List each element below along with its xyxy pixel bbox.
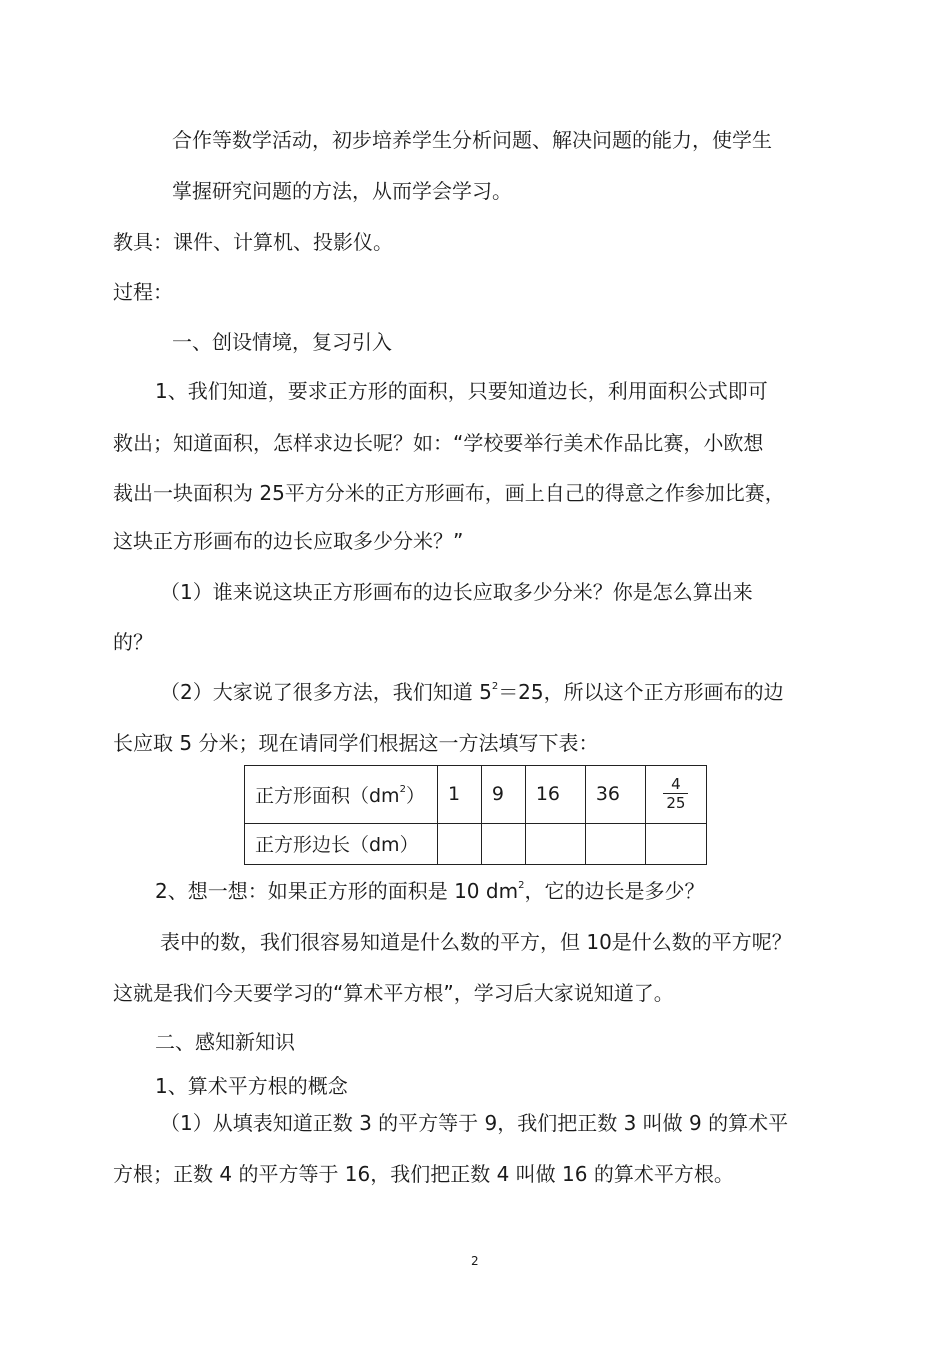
text-segment: （2）大家说了很多方法，我们知道 5 [160, 680, 492, 704]
table-cell [481, 823, 525, 864]
text-line: 表中的数，我们很容易知道是什么数的平方，但 10是什么数的平方呢？ [160, 930, 792, 954]
text-line: （1）从填表知道正数 3 的平方等于 9，我们把正数 3 叫做 9 的算术平 [160, 1111, 789, 1135]
table-cell [645, 823, 706, 864]
text-line: 这块正方形画布的边长应取多少分米？” [113, 529, 464, 553]
text-line: 1、我们知道，要求正方形的面积，只要知道边长，利用面积公式即可 [155, 379, 768, 403]
table-cell: 9 [481, 766, 525, 824]
superscript: 2 [491, 681, 499, 692]
table-header-area [245, 766, 438, 824]
text-line: 掌握研究问题的方法，从而学会学习。 [172, 179, 512, 203]
text-line: 方根；正数 4 的平方等于 16，我们把正数 4 叫做 16 的算术平方根。 [113, 1162, 734, 1186]
fraction-denominator: 25 [666, 794, 686, 813]
superscript: 2 [518, 880, 525, 891]
fraction [663, 775, 688, 812]
text-segment: ＝25，所以这个正方形画布的边 [498, 680, 784, 704]
text-line: 长应取 5 分米；现在请同学们根据这一方法填写下表： [113, 731, 599, 755]
text-line: 合作等数学活动，初步培养学生分析问题、解决问题的能力，使学生 [172, 128, 772, 152]
table-header-side: 正方形边长（dm） [245, 823, 438, 864]
table-cell: 1 [438, 766, 482, 824]
text-segment: ，它的边长是多少？ [524, 879, 705, 903]
table-row [245, 766, 707, 824]
table-cell [585, 823, 645, 864]
text-segment: 2、想一想：如果正方形的面积是 10 dm [155, 879, 519, 903]
text-line: 教具：课件、计算机、投影仪。 [113, 230, 393, 254]
header-label: 正方形面积（dm [255, 784, 400, 807]
text-line: 1、算术平方根的概念 [155, 1074, 348, 1098]
text-line [160, 678, 784, 711]
text-line: （1）谁来说这块正方形画布的边长应取多少分米？你是怎么算出来 [160, 580, 753, 604]
table-cell [525, 823, 585, 864]
superscript: 2 [399, 783, 406, 795]
table-cell [645, 766, 706, 824]
table-cell: 36 [585, 766, 645, 824]
section-heading: 二、感知新知识 [155, 1030, 295, 1054]
table-cell [438, 823, 482, 864]
section-heading: 一、创设情境，复习引入 [172, 330, 392, 354]
text-line: 裁出一块面积为 25平方分米的正方形画布，画上自己的得意之作参加比赛， [113, 481, 785, 505]
text-line: 的？ [113, 630, 153, 654]
table-row [245, 823, 707, 864]
text-line: 这就是我们今天要学习的“算术平方根”，学习后大家说知道了。 [113, 981, 674, 1005]
text-line [155, 877, 704, 910]
square-table [244, 765, 707, 865]
fraction-numerator: 4 [663, 775, 688, 794]
page-number: 2 [471, 1254, 479, 1268]
table-cell: 16 [525, 766, 585, 824]
header-label-close: ） [405, 784, 425, 807]
text-line: 救出；知道面积，怎样求边长呢？如：“学校要举行美术作品比赛，小欧想 [113, 431, 764, 455]
text-line: 过程： [113, 280, 173, 304]
